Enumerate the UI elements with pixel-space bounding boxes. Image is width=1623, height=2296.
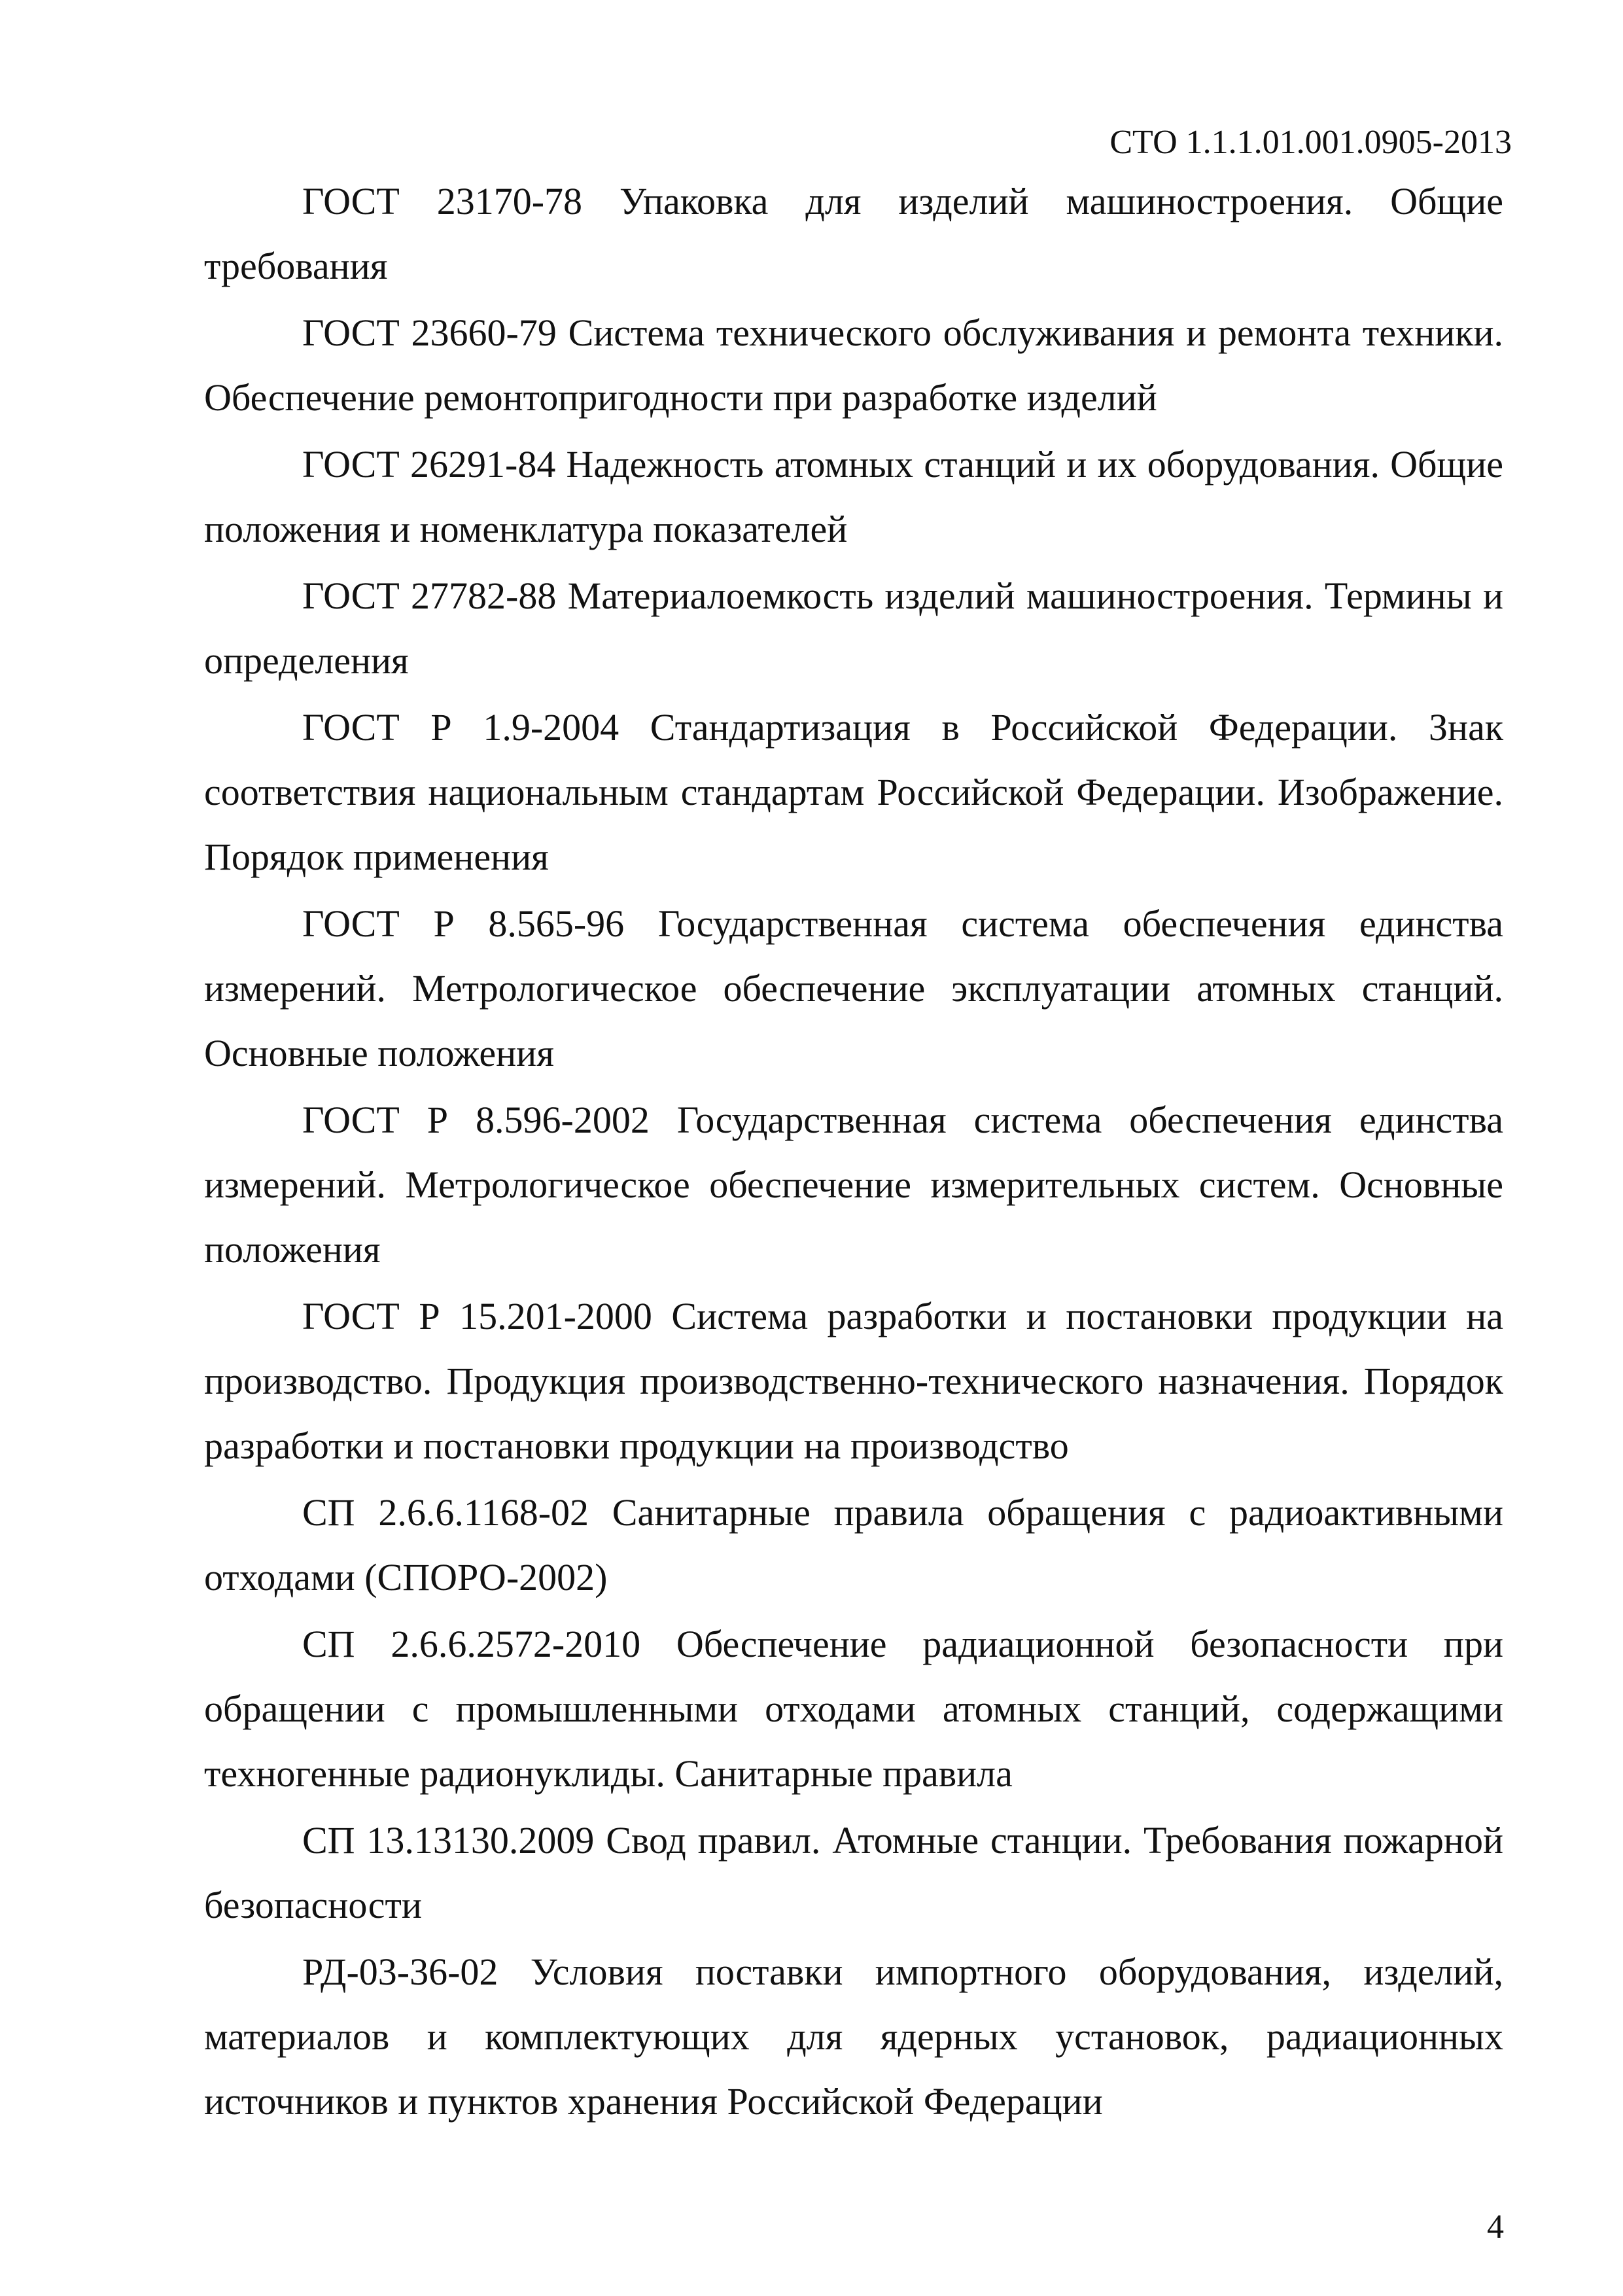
reference-entry: ГОСТ Р 1.9-2004 Стандартизация в Российской Федерации. Знак соответствия национальным стандартам Российской Федерации. Изображение. Порядок применения	[204, 706, 1503, 878]
reference-entry: ГОСТ 23170-78 Упаковка для изделий машиностроения. Общие требования	[204, 180, 1503, 287]
page-number: 4	[1487, 2208, 1504, 2246]
reference-entry: ГОСТ Р 15.201-2000 Система разработки и постановки продукции на производство. Продукция производственно-технического назначения. Порядок разработки и постановки продукции на производство	[204, 1295, 1503, 1467]
reference-entry: ГОСТ 27782-88 Материалоемкость изделий машиностроения. Термины и определения	[204, 574, 1503, 682]
document-code-header: СТО 1.1.1.01.001.0905-2013	[1109, 124, 1512, 161]
reference-entry: СП 2.6.6.1168-02 Санитарные правила обращения с радиоактивными отходами (СПОРО-2002)	[204, 1491, 1503, 1598]
reference-entry: СП 2.6.6.2572-2010 Обеспечение радиационной безопасности при обращении с промышленными отходами атомных станций, содержащими техногенные радионуклиды. Санитарные правила	[204, 1623, 1503, 1795]
reference-entry: СП 13.13130.2009 Свод правил. Атомные станции. Требования пожарной безопасности	[204, 1819, 1503, 1926]
references-list	[204, 169, 1503, 2136]
reference-entry: ГОСТ 26291-84 Надежность атомных станций и их оборудования. Общие положения и номенклатура показателей	[204, 443, 1503, 550]
reference-entry: ГОСТ Р 8.565-96 Государственная система обеспечения единства измерений. Метрологическое обеспечение эксплуатации атомных станций. Основные положения	[204, 902, 1503, 1074]
reference-entry: РД-03-36-02 Условия поставки импортного оборудования, изделий, материалов и комплектующих для ядерных установок, радиационных источников и пунктов хранения Российской Федерации	[204, 1951, 1503, 2123]
reference-entry: ГОСТ Р 8.596-2002 Государственная система обеспечения единства измерений. Метрологическое обеспечение измерительных систем. Основные положения	[204, 1099, 1503, 1271]
reference-entry: ГОСТ 23660-79 Система технического обслуживания и ремонта техники. Обеспечение ремонтопригодности при разработке изделий	[204, 311, 1503, 419]
